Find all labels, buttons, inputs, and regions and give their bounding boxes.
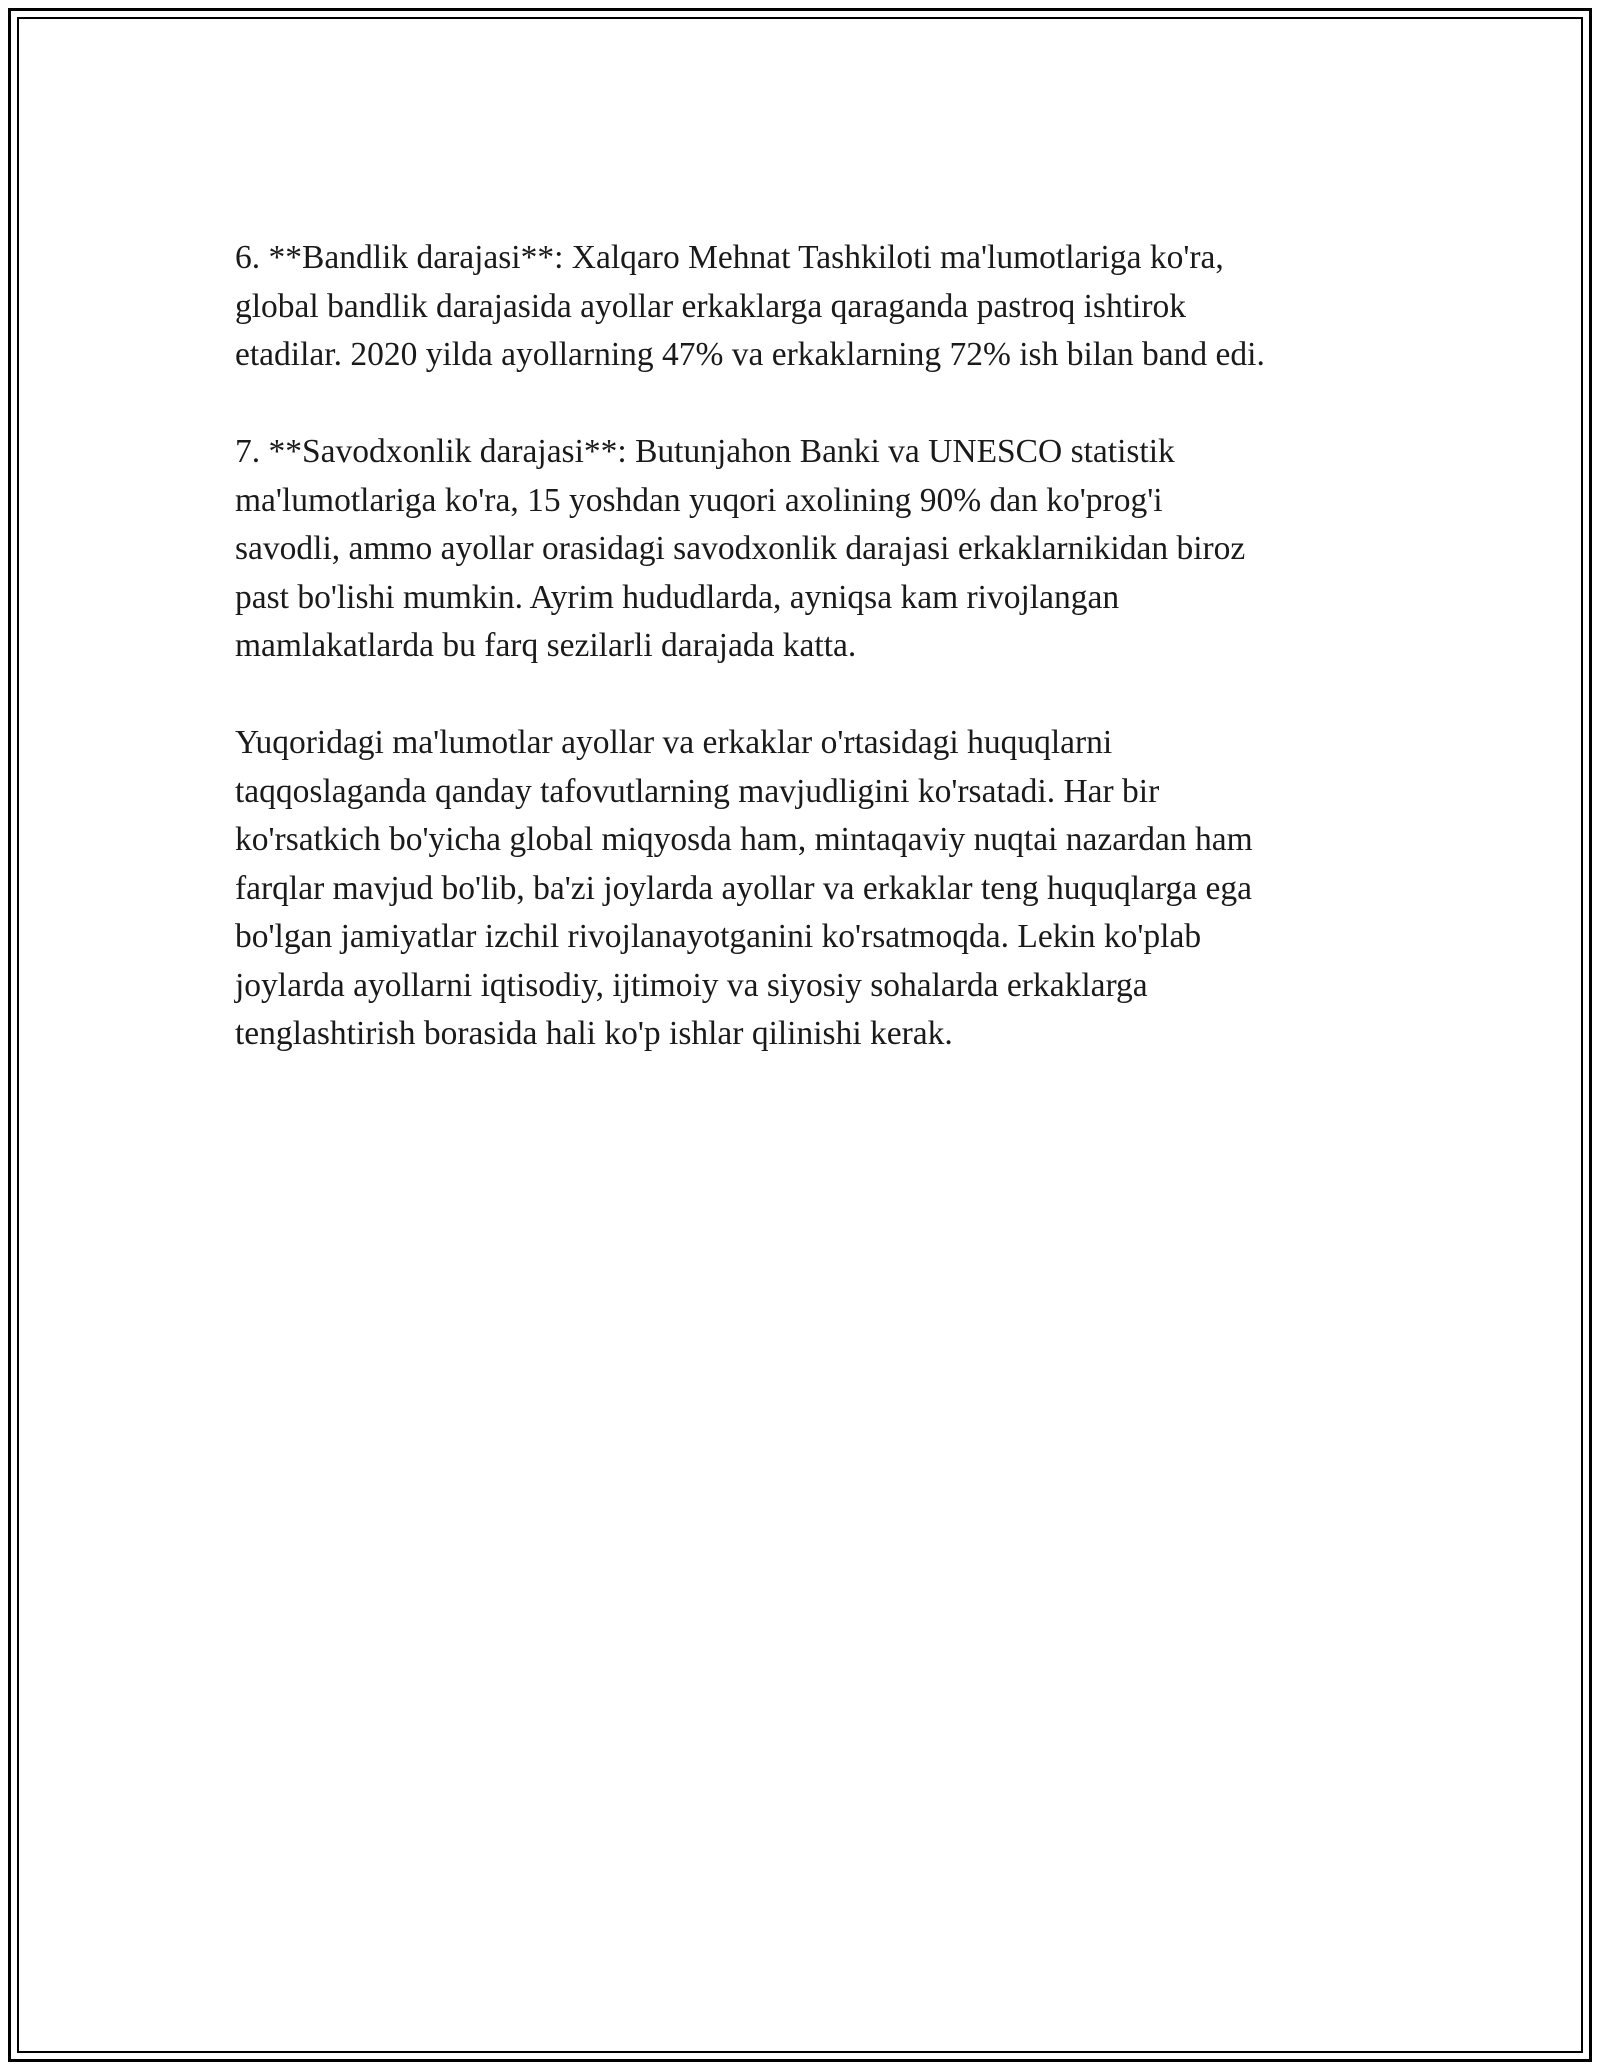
paragraph-conclusion (235, 719, 1375, 1059)
text-line: 7. **Savodxonlik darajasi**: Butunjahon Banki va UNESCO statistik (235, 433, 1175, 470)
document-body (235, 234, 1375, 1107)
paragraph-employment-level (235, 234, 1375, 380)
text-line: bo'lgan jamiyatlar izchil rivojlanayotganini ko'rsatmoqda. Lekin ko'plab (235, 918, 1202, 955)
text-line: global bandlik darajasida ayollar erkaklarga qaraganda pastroq ishtirok (235, 287, 1186, 325)
text-line: farqlar mavjud bo'lib, ba'zi joylarda ayollar va erkaklar teng huquqlarga ega (235, 869, 1252, 907)
paragraph-literacy-level (235, 428, 1375, 671)
text-line: savodli, ammo ayollar orasidagi savodxonlik darajasi erkaklarnikidan biroz (235, 530, 1246, 567)
text-line: tenglashtirish borasida hali ko'p ishlar qilinishi kerak. (235, 1015, 953, 1052)
text-line: etadilar. 2020 yilda ayollarning 47% va erkaklarning 72% ish bilan band edi. (235, 336, 1265, 373)
text-line: taqqoslaganda qanday tafovutlarning mavjudligini ko'rsatadi. Har bir (235, 772, 1160, 810)
text-line: joylarda ayollarni iqtisodiy, ijtimoiy va siyosiy sohalarda erkaklarga (235, 966, 1148, 1004)
text-line: ko'rsatkich bo'yicha global miqyosda ham, mintaqaviy nuqtai nazardan ham (235, 821, 1253, 858)
text-line: 6. **Bandlik darajasi**: Xalqaro Mehnat Tashkiloti ma'lumotlariga ko'ra, (235, 239, 1224, 276)
text-line: Yuqoridagi ma'lumotlar ayollar va erkaklar o'rtasidagi huquqlarni (235, 724, 1113, 761)
text-line: ma'lumotlariga ko'ra, 15 yoshdan yuqori axolining 90% dan ko'prog'i (235, 481, 1163, 519)
text-line: past bo'lishi mumkin. Ayrim hududlarda, ayniqsa kam rivojlangan (235, 578, 1120, 616)
text-line: mamlakatlarda bu farq sezilarli darajada katta. (235, 627, 857, 664)
